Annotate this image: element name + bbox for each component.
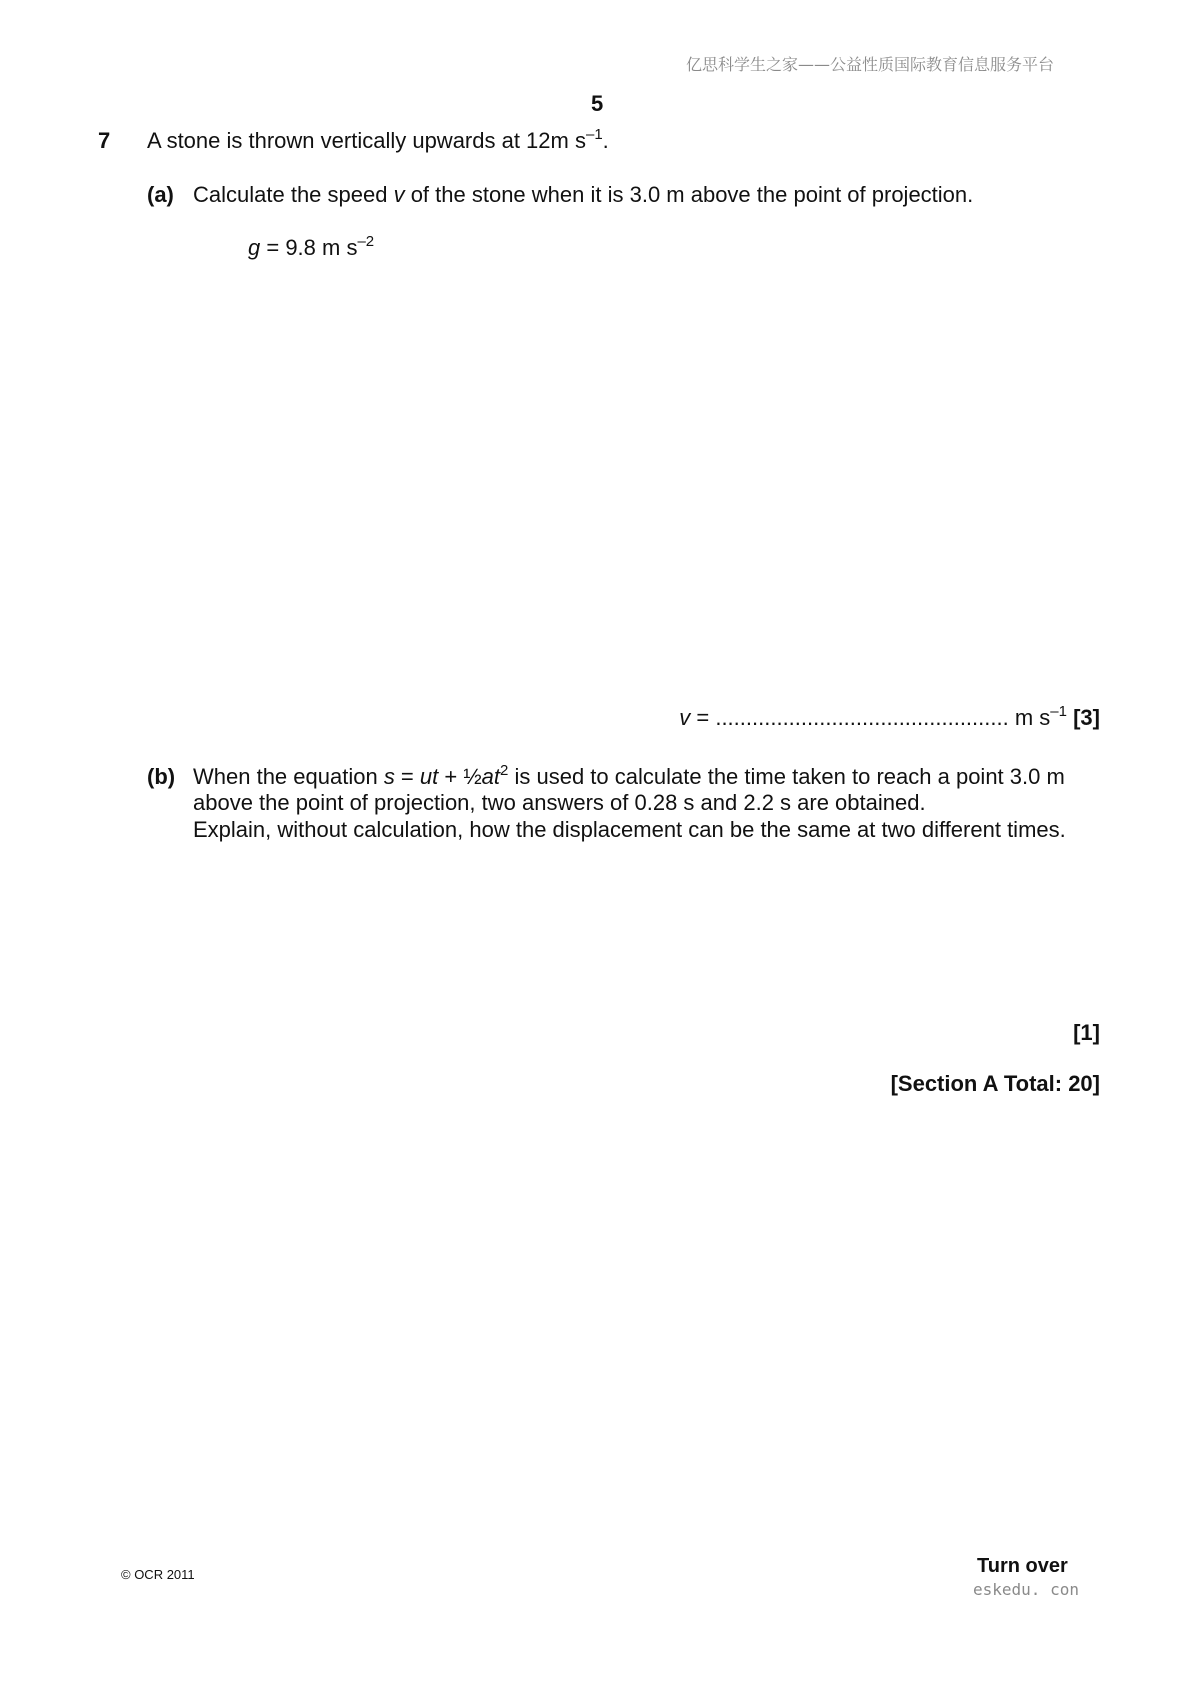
part-b-marks: [1] [1073,1020,1100,1045]
part-b-line1-a: When the equation [193,764,384,789]
turn-over: Turn over [977,1555,1068,1577]
answer-equals: = [690,705,716,730]
copyright: © OCR 2011 [121,1567,195,1582]
stem-end: . [602,128,609,153]
eq-s: s [383,764,395,789]
part-a-text-before: Calculate the speed [193,182,394,207]
part-a-label: (a) [147,182,174,207]
answer-blank[interactable]: ................................................ [715,705,1009,730]
part-a-answer-line [679,705,1100,731]
page-number: 5 [591,91,604,116]
eq-mid2: + ½ [438,764,482,789]
part-b-line-3: Explain, without calculation, how the displacement can be the same at two different times. [193,817,1066,842]
part-a-text-after: of the stone when it is 3.0 m above the point of projection. [404,182,974,207]
given-var: g [248,235,261,260]
part-a-marks: [3] [1073,705,1100,730]
section-total: [Section A Total: 20] [890,1071,1100,1096]
part-b-label: (b) [147,764,176,789]
given-gravity [248,235,374,261]
part-b-line-1 [193,764,1065,790]
eq-ut: ut [419,764,439,789]
watermark-header: 亿思科学生之家——公益性质国际教育信息服务平台 [686,55,1055,74]
question-number: 7 [98,128,111,153]
eq-exponent: 2 [500,762,509,779]
given-exponent: –2 [357,233,375,250]
eq-mid1: = [394,764,420,789]
answer-exponent: –1 [1050,703,1067,720]
stem-unit: m s [550,128,586,153]
part-a-question [193,182,973,208]
stem-exponent: –1 [585,126,603,143]
stem-text: A stone is thrown vertically upwards at 12 [147,128,551,153]
question-stem [147,128,609,154]
watermark-footer: eskedu. con [973,1580,1079,1599]
given-text: = 9.8 m s [260,235,358,260]
part-b-line-2: above the point of projection, two answers of 0.28 s and 2.2 s are obtained. [193,790,926,815]
answer-var: v [679,705,691,730]
part-a-var: v [393,182,405,207]
part-b-line1-b: is used to calculate the time taken to reach a point 3.0 m [508,764,1065,789]
eq-at: at [481,764,501,789]
answer-unit: m s [1014,705,1051,730]
